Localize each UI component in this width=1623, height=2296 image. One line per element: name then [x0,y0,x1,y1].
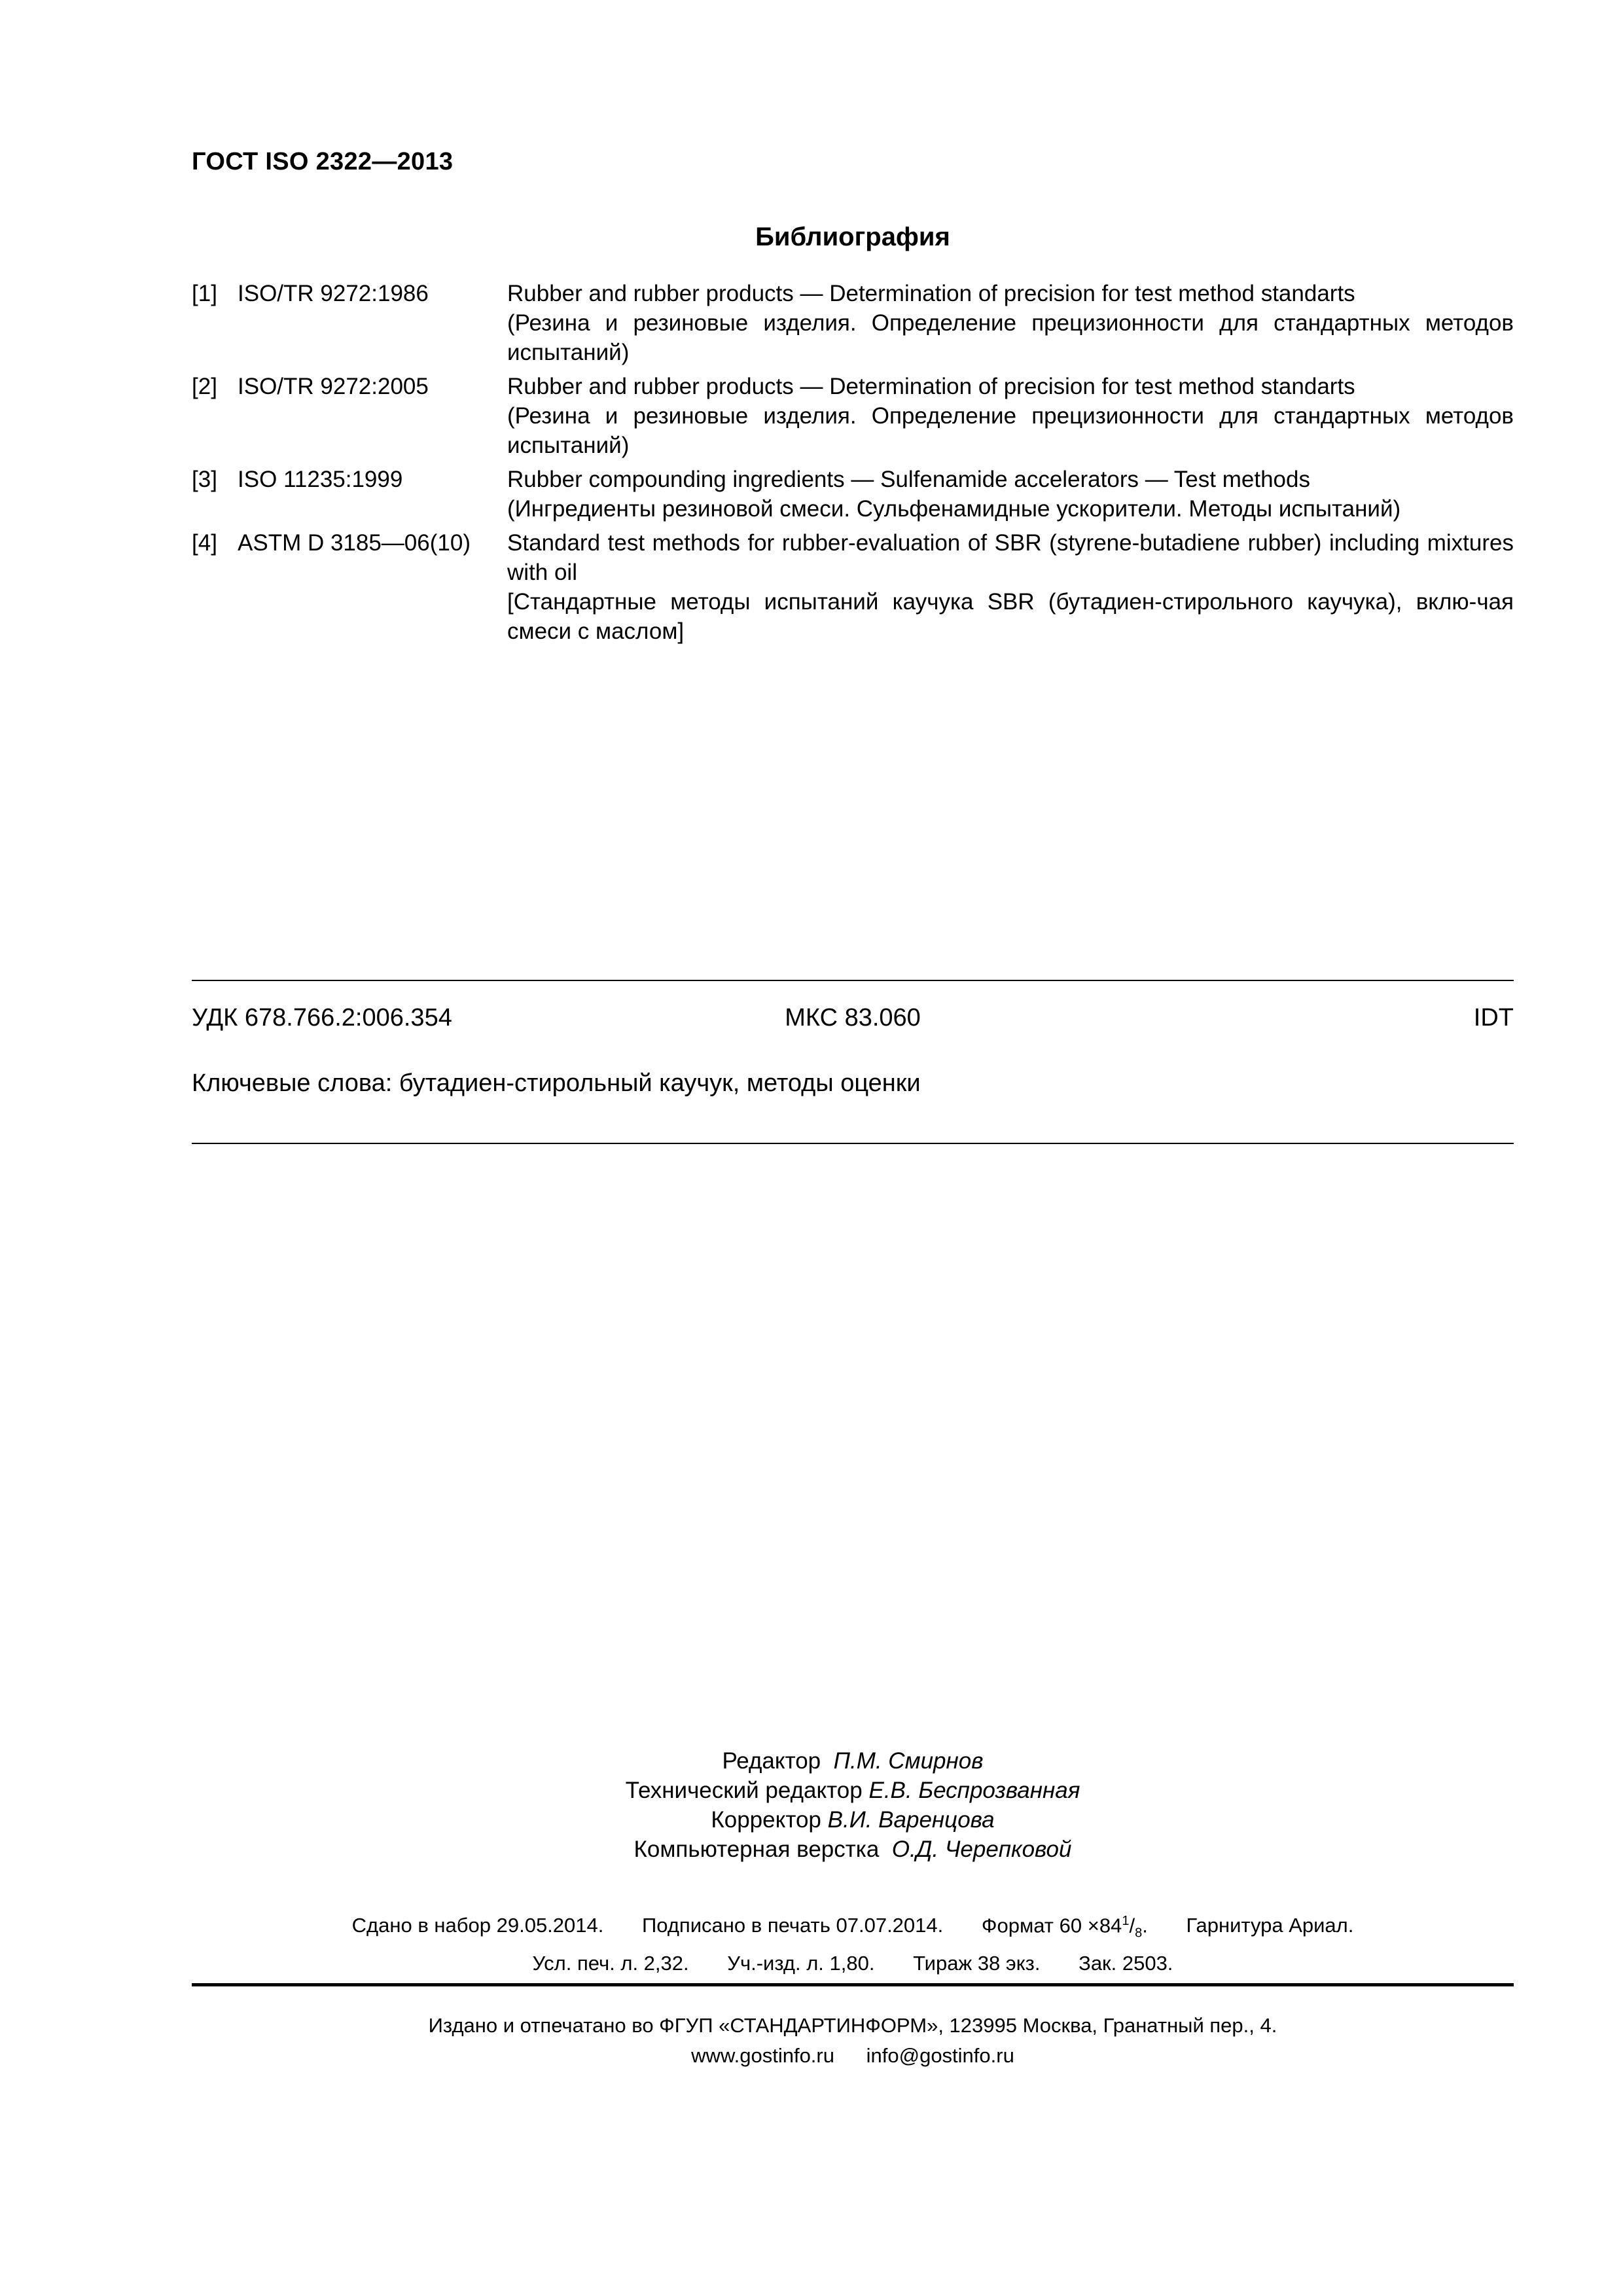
divider-publisher [192,1983,1514,1986]
staff-line [192,1835,1514,1864]
staff-role: Технический редактор [625,1778,863,1803]
format-numerator: 1 [1122,1914,1130,1928]
staff-role: Компьютерная верстка [633,1837,880,1862]
classification-row [192,1004,1514,1037]
staff-credits [192,1746,1514,1864]
entry-title-ru: (Ингредиенты резиновой смеси. Сульфенамидные ускорители. Методы испытаний) [507,496,1401,522]
entry-reference: ISO/TR 9272:1986 [238,281,429,306]
staff-name: Е.В. Беспрозванная [868,1778,1080,1803]
entry-title-ru: (Резина и резиновые изделия. Определение прецизионности для стандартных методов испытаний) [507,403,1514,458]
format-prefix: Формат 60 ×84 [981,1914,1122,1937]
entry-description [507,465,1514,524]
udk-code: УДК 678.766.2:006.354 [192,1004,452,1031]
staff-line [192,1776,1514,1805]
entry-number: [3] [192,467,217,492]
staff-name: В.И. Варенцова [827,1807,995,1833]
entry-title-ru: (Резина и резиновые изделия. Определение прецизионности для стандартных методов испытаний) [507,310,1514,365]
staff-role: Корректор [711,1807,821,1833]
circulation: Тираж 38 экз. [913,1951,1041,1975]
entry-description [507,279,1514,367]
bibliography-entry [192,465,1514,524]
entry-description [507,528,1514,646]
entry-description [507,372,1514,460]
bibliography-list [192,279,1514,651]
bibliography-entry [192,528,1514,646]
entry-number: [1] [192,281,217,306]
staff-line [192,1805,1514,1835]
print-info [192,1906,1514,1979]
email-link[interactable]: info@gostinfo.ru [866,2044,1014,2067]
submitted-date: Сдано в набор 29.05.2014. [351,1914,604,1937]
staff-role: Редактор [722,1748,821,1774]
paper-format [982,1906,1148,1948]
entry-title-ru: [Стандартные методы испытаний каучука SBR (бутадиен-стирольного каучука), вклю-чая смеси с маслом] [507,589,1514,644]
publisher-contacts [192,2041,1514,2071]
entry-number: [2] [192,374,217,399]
format-suffix: . [1142,1914,1148,1937]
staff-line [192,1746,1514,1776]
signed-date: Подписано в печать 07.07.2014. [642,1914,944,1937]
mks-code: МКС 83.060 [785,1004,921,1031]
publisher-address: Издано и отпечатано во ФГУП «СТАНДАРТИНФОРМ», 123995 Москва, Гранатный пер., 4. [428,2014,1277,2037]
typeface: Гарнитура Ариал. [1186,1914,1354,1937]
edition-sheets: Уч.-изд. л. 1,80. [727,1951,875,1975]
divider-top [192,980,1514,981]
divider-bottom [192,1143,1514,1144]
entry-reference: ISO/TR 9272:2005 [238,374,429,399]
entry-title-en: Rubber and rubber products — Determination of precision for test method standarts [507,281,1355,306]
website-link[interactable]: www.gostinfo.ru [691,2044,834,2067]
publisher-info [192,2011,1514,2071]
standard-code: ГОСТ ISO 2322—2013 [192,148,454,175]
keywords-line: Ключевые слова: бутадиен-стирольный каучук, методы оценки [192,1069,921,1097]
format-separator: / [1129,1914,1135,1937]
entry-title-en: Rubber compounding ingredients — Sulfenamide accelerators — Test methods [507,467,1310,492]
print-info-line-1 [192,1906,1514,1948]
bibliography-entry [192,372,1514,460]
order-number: Зак. 2503. [1079,1951,1173,1975]
entry-reference: ISO 11235:1999 [238,467,403,492]
print-info-line-2 [192,1948,1514,1979]
format-denominator: 8 [1135,1926,1143,1941]
entry-title-en: Rubber and rubber products — Determination of precision for test method standarts [507,374,1355,399]
entry-reference: ASTM D 3185—06(10) [238,530,471,556]
print-sheets: Усл. печ. л. 2,32. [532,1951,689,1975]
entry-title-en: Standard test methods for rubber-evaluation of SBR (styrene-butadiene rubber) including mixtures with oil [507,530,1514,585]
staff-name: О.Д. Черепковой [891,1837,1072,1862]
entry-number: [4] [192,530,217,556]
idt-code: IDT [1473,1004,1514,1031]
bibliography-title: Библиография [755,223,950,251]
staff-name: П.М. Смирнов [833,1748,984,1774]
bibliography-entry [192,279,1514,367]
